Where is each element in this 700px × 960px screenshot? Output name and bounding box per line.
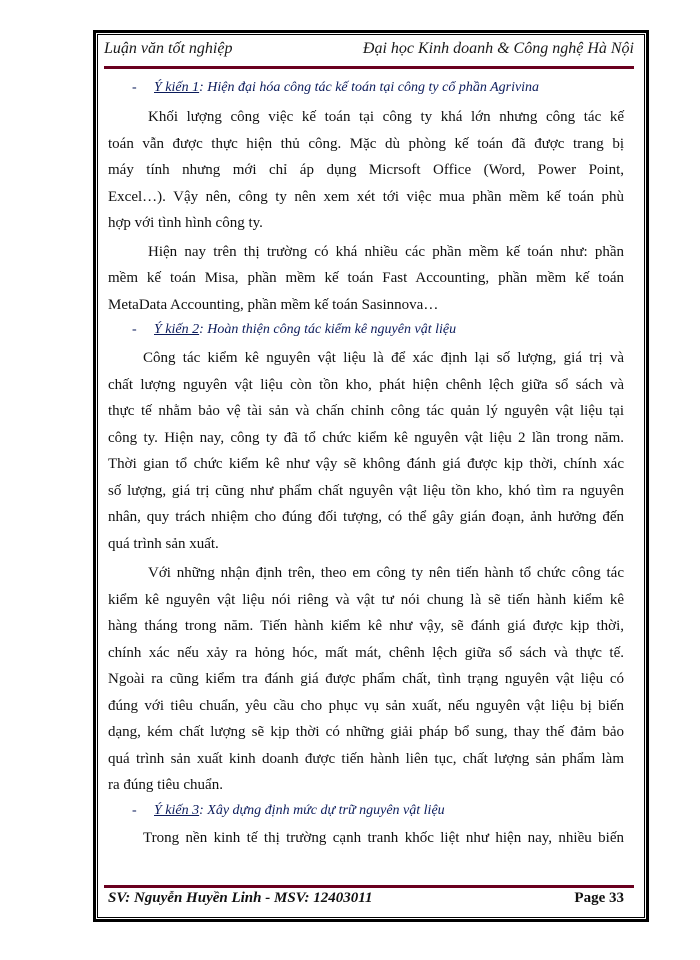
text-line: Với những nhận định trên, theo em công ty nên tiến hành tổ chức công tác (148, 565, 624, 581)
text-line: dạng, kém chất lượng sẽ kịp thời có những giải pháp bổ sung, thay thế đảm bảo (108, 724, 624, 740)
header-thesis-label: Luận văn tốt nghiệp (104, 40, 233, 57)
text-line: MetaData Accounting, phần mềm kế toán Sasinnova… (108, 296, 439, 313)
text-line: kiểm kê nguyên vật liệu nói riêng và vật tư nói chung là sẽ tiến hành kiểm kê (108, 591, 624, 608)
paragraph-1 (108, 104, 624, 237)
text-line: Excel…). Vậy nên, công ty nên xem xét tới việc mua phần mềm kế toán phù (108, 188, 624, 205)
page-body (108, 76, 624, 851)
page-header (104, 40, 634, 62)
text-line: chính xác nếu xảy ra hỏng hóc, mất mát, chênh lệch giữa sổ sách và thực tế. (108, 644, 624, 661)
opinion-label: Ý kiến 3 (154, 802, 200, 818)
text-line: Khối lượng công việc kế toán tại công ty khá lớn nhưng công tác kế (148, 109, 624, 125)
footer-rule (104, 885, 634, 888)
footer-student-info: SV: Nguyễn Huyền Linh - MSV: 12403011 (108, 890, 373, 906)
bullet-dash: - (132, 80, 137, 95)
text-line: máy tính nhưng mới chỉ áp dụng Micrsoft Office (Word, Power Point, (108, 162, 624, 178)
opinion-title: : Xây dựng định mức dự trữ nguyên vật liệu (199, 802, 445, 818)
paragraph-3 (108, 345, 624, 557)
opinion-title: : Hoàn thiện công tác kiểm kê nguyên vật liệu (199, 322, 457, 337)
text-line: quá trình sản xuất kinh doanh được tiến hành liên tục, chất lượng sản phẩm làm (108, 750, 624, 767)
text-line: Ngoài ra cũng kiểm tra đánh giá được phẩm chất, tình trạng nguyên vật liệu có (108, 671, 624, 687)
bullet-dash: - (132, 322, 137, 337)
opinion-heading-2 (108, 318, 624, 342)
paragraph-2 (108, 239, 624, 319)
footer-page-number: Page 33 (574, 890, 624, 906)
opinion-heading-3 (108, 799, 624, 823)
text-line: thực tế nhằm bảo vệ tài sản và chấn chỉnh công tác quản lý nguyên vật liệu tại (108, 403, 624, 419)
paragraph-4 (108, 560, 624, 799)
text-line: quá trình sản xuất. (108, 535, 219, 552)
opinion-label: Ý kiến 1 (154, 80, 200, 95)
text-line: số lượng, giá trị cũng như phẩm chất nguyên vật liệu tồn kho, khó tìm ra nguyên (108, 482, 624, 499)
text-line: toán vẫn được thực hiện thủ công. Mặc dù phòng kế toán đã được trang bị (108, 135, 624, 152)
text-line: đúng với tiêu chuẩn, yêu cầu cho phục vụ sản xuất, nếu nguyên vật liệu bị biến (108, 697, 624, 714)
text-line: chất lượng nguyên vật liệu còn tồn kho, phát hiện chênh lệch giữa sổ sách và (108, 376, 624, 393)
opinion-label: Ý kiến 2 (154, 322, 200, 337)
text-line: Thời gian tổ chức kiểm kê như vậy sẽ không đánh giá được kịp thời, chính xác (108, 456, 624, 472)
text-line: Trong nền kinh tế thị trường cạnh tranh khốc liệt như hiện nay, nhiều biến (143, 829, 624, 846)
text-line: hàng tháng trong năm. Tiến hành kiểm kê như vậy, sẽ đánh giá được kịp thời, (108, 618, 624, 634)
text-line: Hiện nay trên thị trường có khá nhiều các phần mềm kế toán như: phần (148, 243, 624, 260)
text-line: ra đúng tiêu chuẩn. (108, 777, 223, 793)
header-university-name: Đại học Kinh doanh & Công nghệ Hà Nội (362, 40, 634, 57)
bullet-dash: - (132, 802, 137, 818)
opinion-title: : Hiện đại hóa công tác kế toán tại công ty cổ phần Agrivina (199, 80, 540, 95)
text-line: công ty. Hiện nay, công ty đã tổ chức kiểm kê nguyên vật liệu 2 lần trong năm. (108, 429, 624, 446)
header-rule (104, 66, 634, 69)
text-line: nhân, quy trách nhiệm cho đúng đối tượng, có thể gây gián đoạn, ảnh hưởng đến (108, 509, 624, 525)
page-footer (104, 890, 634, 914)
text-line: hợp với tình hình công ty. (108, 215, 263, 231)
opinion-heading-1 (108, 76, 624, 100)
text-line: Công tác kiểm kê nguyên vật liệu là để xác định lại số lượng, giá trị và (143, 350, 624, 366)
text-line: mềm kế toán Misa, phần mềm kế toán Fast Accounting, phần mềm kế toán (108, 270, 624, 286)
paragraph-5 (108, 825, 624, 852)
